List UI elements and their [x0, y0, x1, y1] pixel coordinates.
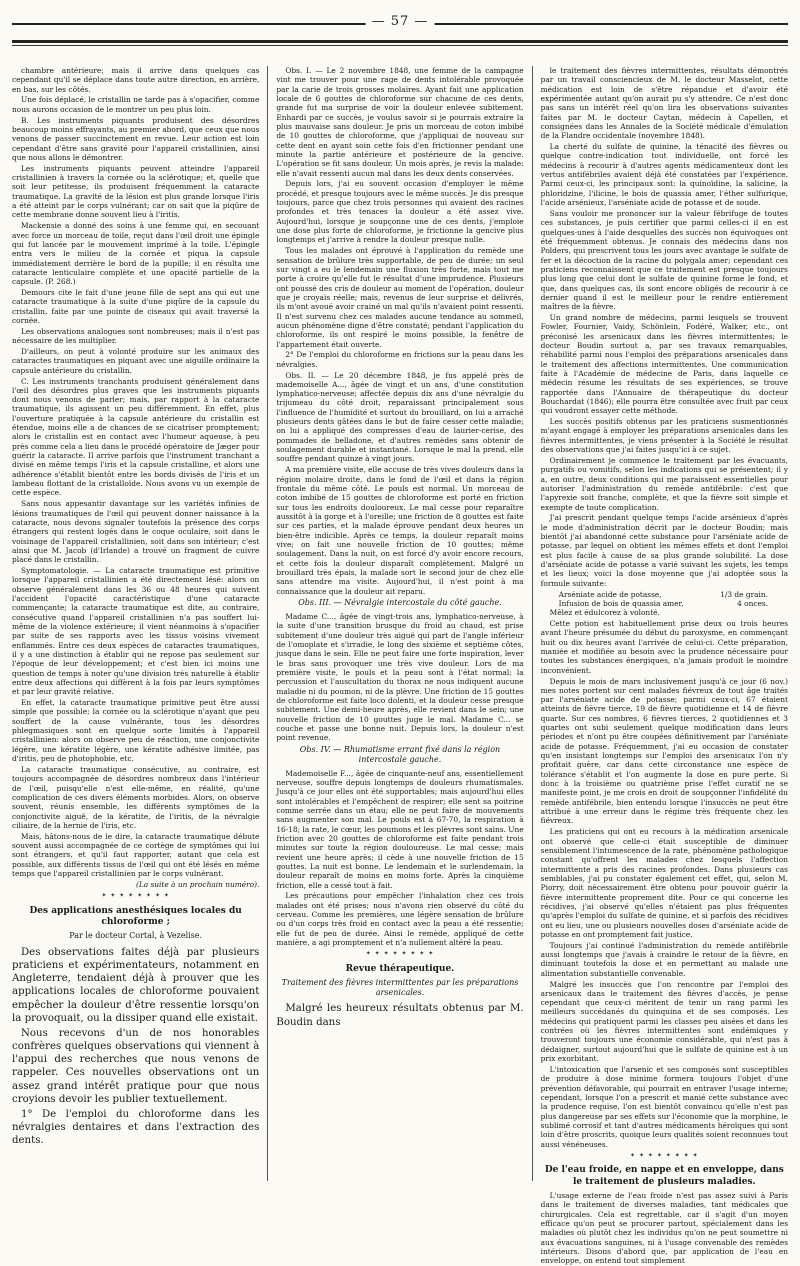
paragraph: Depuis le mois de mars inclusivement jusqu'à ce jour (6 nov.) mes notes portent sur cent malades fiévreux de tout âge traités par l'arséniate acide de potasse; parmi ceux-ci, 67 étaient atteints de fièvre tierce, 19 de fièvre quotidienne et 14 de fièvre quarte. Sur ces nombres, 6 fièvres tierces, 2 quotidiennes et 3 quartes ont subi seulement quelque modification dans leurs périodes et n'ont pu être coupées définitivement par l'arséniate acide de potasse. Fréquemment, j'ai eu occasion de constater qu'en insistant longtemps sur l'emploi des arsenicaux l'on n'y profitait guère, car dans cette circonstance une espèce de tolérance s'établit et l'on augmente la dose en pure perte. Si donc à la troisième ou quatrième prise l'effet curatif ne se manifeste point, je me crois en droit de soupçonner l'infidélité du remède antifébrile, bien entendu lorsque l'insuccès ne peut être attribué à une erreur dans le régime très fréquente chez les fiévreux.: [540, 676, 788, 826]
formula-ingredient: Infusion de bois de quassia amer,: [558, 598, 684, 608]
paragraph: Une fois déplacé, le cristallin ne tarde pas à s'opacifier, comme nous aurons occasion de le montrer un peu plus loin.: [12, 95, 260, 114]
column-middle: [267, 66, 523, 1181]
paragraph: Cette potion est habituellement prise deux ou trois heures avant l'heure présumée du début du paroxysme, en commençant huit ou dix heures avant l'arrivée de celui-ci. Cette préparation, maniée et modifiée au besoin avec la prudence nécessaire pour toutes les substances énergiques, n'a jamais produit le moindre inconvénient.: [540, 619, 788, 675]
page-number: — 57 —: [366, 14, 435, 29]
article-title: Revue thérapeutique.: [345, 963, 455, 974]
separator-ornament: ✦ ✦ ✦ ✦ ✦ ✦ ✦ ✦: [365, 950, 435, 958]
top-rule: [12, 40, 788, 43]
paragraph: Sans nous appesantir davantage sur les variétés infinies de lésions traumatiques de l'œil qui peuvent donner naissance à la cataracte, nous devons signaler toutefois la présence des corps étrangers qui restent logés dans le coque oculaire, soit dans le voisinage de l'appareil cristallinien, soit dans son intérieur; c'est ainsi que M. Jacob (d'Irlande) a trouvé un fragment de cuivre placé dans le cristallin.: [12, 499, 260, 565]
paragraph: A ma première visite, elle accuse de très vives douleurs dans la région molaire droite, dans le fond de l'œil et dans la région frontale du même côté. Le pouls est normal. Un morceau de coton imbibé de 15 gouttes de chloroforme est porté en friction sur tous les endroits douloureux. Le mal cesse pour reparaître aussitôt à la gorge et à l'oreille; une friction de 8 gouttes est faite sur ces parties, et la malade éprouve pendant deux heures un bien-être indicible. Après ce temps, la douleur reparaît moins vive; on fait une nouvelle friction de 10 gouttes; même soulagement. Dans la nuit, on est forcé d'y avoir encore recours, et cette fois la douleur disparaît complètement. Malgré un brouillard très épais, la malade sort le second jour de chez elle sans attendre ma visite. Aujourd'hui, il n'est point à ma connaissance que la douleur ait reparu.: [276, 465, 524, 596]
paragraph: Les précautions pour empêcher l'inhalation chez ces trois malades ont été prises; nous n'avons rien observé du côté du cerveau. Comme les premières, une légère sensation de brûlure ou d'un corps très froid en contact avec la peau a été ressentie; elle fut de peu de durée. Ainsi le remède, appliqué de cette manière, a agi promptement et n'a nullement altéré la peau.: [276, 891, 524, 948]
paragraph: le traitement des fièvres intermittentes, résultats démontrés par un travail consciencieux de M. le docteur Masselot, cette médication est loin de s'être répandue et d'avoir été expérimentée autant qu'on aurait pu s'y attendre. Ce n'est donc pas sans un intérêt réel qu'on lira les observations suivantes faites par M. le docteur Caytan, médecin à Capellen, et consignées dans les Annales de la Société médicale d'émulation de la Flandre occidentale (novembre 1848).: [540, 66, 788, 141]
paragraph: Des observations faites déjà par plusieurs praticiens et expérimentateurs, notamment en Angleterre, tendaient déjà à prouver que les applications locales de chloroforme pouvaient empêcher la douleur d'être ressentie lorsqu'on la provoquait, ou la dissiper quand elle existait.: [12, 946, 260, 1024]
top-rule-thin: [12, 45, 788, 46]
paragraph: En effet, la cataracte traumatique primitive peut être aussi simple que possible; la cornée ou la sclérotique n'ayant que peu souffert de la cause vulnérante, tous les désordres phlegmasiques sont en quelque sorte limités à l'appareil cristallinien: alors on observe peu de réaction, une conjonctivite légère, une kératite légère, une kératite adhésive limitée, pas d'iritis, peu de photophobie, etc.: [12, 698, 260, 764]
section-heading: Obs. III. — Névralgie intercostale du côté gauche.: [298, 597, 502, 607]
separator-ornament: ✦ ✦ ✦ ✦ ✦ ✦ ✦ ✦: [101, 892, 170, 900]
paragraph: Obs. II. — Le 20 décembre 1848, je fus appelé près de mademoiselle A..., âgée de vingt et un ans, d'une constitution lymphatico-nerveuse; affectée depuis dix ans d'une névralgie du trijumeau du côté droit, reparaissant principalement sous l'influence de l'humidité et surtout du brouillard, on lui a arraché plusieurs dents gâtées dans le but de faire cesser cette maladie; on lui a appliqué des compresses d'eau de laurier-cerise, des pommades de belladone, et d'autres remèdes sans obtenir de soulagement durable et instantané. Lorsque le mal la prend, elle souffre pendant quinze à vingt jours.: [276, 370, 524, 464]
paragraph: Depuis lors, j'ai eu souvent occasion d'employer le même procédé, et presque toujours avec le même succès. Je dis presque toujours, parce que chez trois personnes qui avaient des racines profondes et très tenaces la douleur a été assez vive. Aujourd'hui, lorsque je soupçonne une de ces dents, j'emploie une dose plus forte de chloroforme, je frictionne la gencive plus longtemps et j'arrive à rendre la douleur presque nulle.: [276, 179, 524, 245]
column-right: [532, 66, 788, 1266]
paragraph: L'intoxication que l'arsenic et ses composés sont susceptibles de produire à dose minime formera toujours l'objet d'une prévention défavorable, qui pourrait en entraver l'usage interne; cependant, lorsque l'on a prescrit et manié cette substance avec la prudence requise, l'on est bientôt convaincu qu'elle n'est pas plus dangereuse par ses effets sur l'économie que la morphine, le sublimé corrosif et tant d'autres médicaments héroïques qui sont loin d'être proscrits, quoique leurs qualités soient reconnues tout aussi vénéneuses.: [540, 1064, 788, 1149]
column-left: [12, 66, 259, 1181]
formula-line: [541, 590, 788, 599]
paragraph: Symptomatologie. — La cataracte traumatique est primitive lorsque l'appareil cristallinien a été directement lésé: alors on observe généralement dans les 36 ou 48 heures qui suivent l'accident l'opacité caractéristique d'une cataracte commençante; la cataracte traumatique est dite, au contraire, consécutive quand l'appareil cristallinien n'a pas souffert lui-même de la violence extérieure; il vient néanmoins à s'opacifier par suite de ses rapports avec les tissus voisins vivement enflammés. Entre ces deux espèces de cataractes traumatiques, il y a une distinction à établir qui ne repose pas seulement sur l'époque de leur développement; et c'est bien ici moins une question de temps à noter qu'une division très naturelle à établir entre deux affections qui diffèrent à la fois par leurs symptômes et par leur gravité relative.: [12, 566, 260, 697]
paragraph: Mademoiselle F..., âgée de cinquante-neuf ans, essentiellement nerveuse, souffre depuis longtemps de douleurs rhumatismales. Jusqu'à ce jour elles ont été supportables; mais aujourd'hui elles sont intolérables et l'empêchent de respirer; elle sent sa poitrine comme serrée dans un étau; elle ne peut faire de mouvements sans augmenter son mal. Le pouls est à 67-70, la respiration à 16-18; la rate, le cœur, les poumons et les plèvres sont sains. Une friction avec 20 gouttes de chloroforme est faite pendant trois minutes sur toute la région douloureuse. Le mal cesse; mais revient une heure après; il cède à une nouvelle friction de 15 gouttes. La nuit est bonne. Le lendemain et le surlendemain, la douleur reparaît de moins en moins forte. Après la cinquième friction, elle a cessé tout à fait.: [276, 768, 524, 890]
paragraph: Les succès positifs obtenus par les praticiens susmentionnés m'ayant engagé à employer les préparations arsenicales dans les fièvres intermittentes, je viens présenter à la Société le résultat des observations que j'ai faites jusqu'ici à ce sujet.: [540, 417, 788, 455]
formula-note: Mêlez et édulcorez à volonté.: [549, 608, 660, 618]
continuation-note: (La suite à un prochain numéro).: [135, 879, 260, 889]
article-title: De l'eau froide, en nappe et en enveloppe, dans le traitement de plusieurs maladies.: [544, 1165, 784, 1187]
paragraph: Les observations analogues sont nombreuses; mais il n'est pas nécessaire de les multiplier.: [12, 326, 260, 346]
text-columns: [12, 66, 788, 1266]
paragraph: Obs. I. — Le 2 novembre 1848, une femme de la campagne vint me trouver pour une rage de dents intolérable provoquée par la carie de trois grosses molaires. Ayant fait une application locale de 6 gouttes de chloroforme sur chacune de ces dents, grande fut ma surprise de voir la douleur enlevée subitement. Enhardi par ce succès, je voulus savoir si je pourrais extraire la plus mauvaise sans douleur. Je pris un morceau de coton imbibé de 10 gouttes de chloroforme, que j'appliquai de nouveau sur cette dent en ayant soin cette fois d'en frictionner pendant une minute la partie antérieure et postérieure de la gencive. L'opération se fit sans douleur. Un mois après, je revis la malade: elle n'avait ressenti aucun mal dans les deux dents conservées.: [276, 66, 524, 178]
separator-ornament: ✦ ✦ ✦ ✦ ✦ ✦ ✦ ✦: [630, 1151, 699, 1159]
formula-dose: 4 onces.: [737, 598, 768, 608]
paragraph: L'usage externe de l'eau froide n'est pas assez suivi à Paris dans le traitement de diverses maladies, tant médicales que chirurgicales. Cela est regrettable, car il s'agit d'un moyen efficace qu'on peut se procurer partout, spécialement dans les maladies où plutôt chez les individus qu'on ne peut soumettre ni aux évacuations sanguines, ni à l'usage convenable des remèdes intérieurs. Disons d'abord que, par application de l'eau en enveloppe, on entend tout simplement: [540, 1191, 788, 1266]
paragraph: C. Les instruments tranchants produisent généralement dans l'œil des désordres plus graves que les instruments piquants dont nous venons de parler; mais, par rapport à la cataracte traumatique, ils agissent un peu différemment. En effet, plus l'ouverture pratiquée à la capsule antérieure du cristallin est étendue, moins elle a de chances de se cicatriser promptement; alors le cristallin est en contact avec l'humeur aqueuse, à peu près comme cela a lieu dans le procédé opératoire de Jæger pour guérir la cataracte. Il arrive parfois que l'instrument tranchant a divisé en même temps l'iris et la capsule cristalline, et alors une adhérence s'établit bientôt entre les bords divisés de l'iris et un lambeau flottant de la cristalloïde. Nous avons vu un exemple de cette espèce.: [12, 376, 260, 498]
paragraph: Ordinairement je commence le traitement par les évacuants, purgatifs ou vomitifs, selon les indications qui se présentent; il y a, en outre, deux conditions qui me paraissent essentielles pour autoriser l'administration du remède antifébrile: c'est que l'apyrexie soit franche, complète, et que la fièvre soit simple et exempte de toute complication.: [540, 455, 788, 512]
paragraph: La cataracte traumatique consécutive, au contraire, est toujours accompagnée de désordres nombreux dans l'intérieur de l'œil, puisqu'elle n'est elle-même, en réalité, qu'une complication de ces divers éléments morbides. Alors, on observe souvent, réunis ensemble, les différents symptômes de la conjonctivite aiguë, de la kératite, de l'iritis, de la névralgie ciliaire, de la hernie de l'iris, etc.: [12, 764, 260, 830]
paragraph: chambre antérieure; mais il arrive dans quelques cas cependant qu'il se déplace dans toute autre direction, en arrière, en bas, sur les côtés.: [12, 66, 260, 94]
paragraph: B. Les instruments piquants produisent des désordres beaucoup moins effrayants, au premier abord, que ceux que nous venons de passer succinctement en revue. Leur action est loin cependant d'être sans gravité pour l'appareil cristallinien, ainsi que nous allons le démontrer.: [12, 115, 260, 162]
paragraph: Nous recevons d'un de nos honorables confrères quelques observations qui viennent à l'appui des recherches que nous venons de rappeler. Ces nouvelles observations ont un assez grand intérêt pratique pour que nous croyions devoir les publier textuellement.: [12, 1027, 260, 1105]
paragraph: Un grand nombre de médecins, parmi lesquels se trouvent Fowler, Fournier, Vaidy, Schönlein, Fodéré, Walker, etc., ont préconisé les arsenicaux dans les fièvres intermittentes; le docteur Boudin surtout a, par ses travaux remarquables, réhabilité parmi nous l'emploi des préparations arsenicales dans le traitement des affections intermittentes. Une communication faite à l'Académie de médecine de Paris, dans laquelle ce médecin résume les résultats de ses expériences, se trouve rapportée dans l'Annuaire de thérapeutique du docteur Bouchardat (1846); elle pourra être consultée avec fruit par ceux qui voudront essayer cette méthode.: [540, 313, 788, 416]
paragraph: 1° De l'emploi du chloroforme dans les névralgies dentaires et dans l'extraction des dents.: [12, 1108, 260, 1146]
paragraph: Madame C..., âgée de vingt-trois ans, lymphatico-nerveuse, à la suite d'une transition brusque du froid au chaud, est prise subitement d'une douleur très aiguë qui part de l'angle inférieur de l'omoplate et s'irradie, le long des sixième et septième côtes, jusque dans le sein. Elle ne peut faire une forte inspiration, lever le bras sans provoquer une très vive douleur. Lors de ma première visite, le pouls et la peau sont à l'état normal; la percussion et l'auscultation du thorax ne nous indiquent aucune maladie ni du poumon, ni de la plèvre. Une friction de 15 gouttes de chloroforme est faite loco dolenti, et la douleur cesse presque subitement. Une demi-heure après, elle revient dans le sein; une nouvelle friction de 10 gouttes juge le mal. Madame C... se couche et passe une bonne nuit. Depuis lors, la douleur n'est point revenue.: [276, 611, 524, 743]
paragraph: Malgré les heureux résultats obtenus par M. Boudin dans: [276, 1003, 524, 1028]
paragraph: Mackensie a donné des soins à une femme qui, en secouant avec force un morceau de toile, reçut dans l'œil droit une épingle qui fut lancée par le mouvement imprimé à la toile. L'épingle entra vers le milieu de la cornée et piqua la capsule immédiatement derrière le bord de la pupille; il en résulta une cataracte lenticulaire complète et une opacité partielle de la capsule. (P. 268.): [12, 221, 260, 287]
article-byline: Par le docteur Cortal, à Vezelise.: [69, 931, 203, 941]
paragraph: D'ailleurs, on peut à volonté produire sur les animaux des cataractes traumatiques en piquant avec une aiguille ordinaire la capsule antérieure du cristallin.: [12, 347, 260, 375]
formula-line: [541, 599, 788, 608]
paragraph: Mais, hâtons-nous de le dire, la cataracte traumatique débute souvent aussi accompagnée de ce cortège de symptômes qui lui sont étrangers, et qu'il faut rapporter, autant que cela est possible, aux différents tissus de l'œil qui ont été lésés en même temps que l'appareil cristallinien par le corps vulnérant.: [12, 831, 260, 879]
paragraph: Tous les malades ont éprouvé à l'application du remède une sensation de brûlure très supportable, de peu de durée; un seul sur vingt a eu le lendemain une fluxion très forte, mais tout me porte à croire qu'elle fut le résultat d'une imprudence. Plusieurs ont poussé des cris de douleur au moment de l'opération, douleur que je croyais réelle; mais, revenus de leur surprise et délivrés, ils m'ont avoué avoir crainé un mal qu'ils n'avaient point ressenti. Il n'est survenu chez ces malades aucune tendance au sommeil, aucun phénomène digne d'être constaté; pendant l'application du chloroforme, ils ont respiré le moins possible, la fenêtre de l'appartement était ouverte.: [276, 246, 524, 349]
paragraph: 2° De l'emploi du chloroforme en frictions sur la peau dans les névralgies.: [276, 350, 524, 369]
paragraph: Les instruments piquants peuvent atteindre l'appareil cristallinien à travers la cornée ou la sclérotique; et, quelle que soit leur petitesse, ils produisent fréquemment la cataracte traumatique. La gravité de la lésion est plus grande lorsque l'iris a été atteint par le corps vulnérant; car on sait que la piqûre de cette membrane donne souvent lieu à l'iritis.: [12, 163, 260, 220]
paragraph: J'ai prescrit pendant quelque temps l'acide arsénieux d'après le mode d'administration décrit par le docteur Boudin; mais bientôt j'ai abandonné cette substance pour l'arséniate acide de potasse, par lequel on obtient les mêmes effets et dont l'emploi est plus facile à cause de sa plus grande solubilité. La dose d'arséniate acide de potasse a varié suivant les sujets, les temps et les lieux; voici la dose moyenne que j'ai adoptée sous la formule suivante:: [540, 513, 788, 588]
paragraph: Sans vouloir me prononcer sur la valeur fébrifuge de toutes ces substances, je puis certifier que parmi celles-ci il en est quelques-unes à l'aide desquelles des succès non équivoques ont été fréquemment obtenus. Je connais des médecins dans nos Polders, qui prescrivent tous les jours avec avantage le sulfate de fer et la décoction de la racine du polygala amer; cependant ces praticiens reconnaissent que ce traitement est presque toujours plus long que celui dont le sulfate de quinine forme le fond, et que, dans quelques cas, ils sont encore obligés de recourir à ce dernier quand il est le meilleur pour le rendre entièrement maîtres de la fièvre.: [540, 208, 788, 312]
section-heading: Obs. IV. — Rhumatisme errant fixé dans la région intercostale gauche.: [299, 744, 501, 764]
article-title: Des applications anesthésiques locales du chloroforme ;: [29, 905, 242, 928]
paragraph: Malgré les insuccès que l'on rencontre par l'emploi des arsenicaux dans le traitement des fièvres d'accès, je pense cependant que ceux-ci méritent de tenir un rang parmi les meilleurs succédanés du quinquina et de ses composés. Les médecins qui pratiquent parmi les classes peu aisées et dans les contrées où les fièvres intermittentes sont endémiques y trouveront toujours une économie considérable, qui n'est pas à dédaigner, surtout aujourd'hui que le sulfate de quinine est à un prix exorbitant.: [540, 979, 788, 1064]
paragraph: Les praticiens qui ont eu recours à la médication arsenicale ont observé que celle-ci était susceptible de diminuer sensiblement l'intumescence de la rate, phénomène pathologique constant qu'offrent les malades chez lesquels l'affection intermittente a pris des racines profondes. Dans plusieurs cas semblables, j'ai pu constater également cet effet, qui, selon M. Piorry, doit nécessairement être obtenu pour pouvoir guérir la fièvre intermittente proprement dite. Pour ce qui concerne les récidives, j'ai observé qu'elles n'étaient pas plus fréquentes qu'après l'emploi du sulfate de quinine, et si parfois des récidives ont eu lieu, une ou plusieurs nouvelles doses d'arséniate acide de potasse en ont promptement fait justice.: [540, 827, 788, 939]
page-header: [12, 14, 788, 36]
paragraph: Demours cite le fait d'une jeune fille de sept ans qui eut une cataracte traumatique à la suite d'une piqûre de la capsule du cristallin, faite par une pointe de ciseaux qui avait traversé la cornée.: [12, 288, 260, 326]
paragraph: Toujours j'ai continué l'administration du remède antifébrile aussi longtemps que j'avais à craindre le retour de la fièvre, en diminuant toutefois la dose et en permettant au malade une alimentation substantielle convenable.: [540, 940, 788, 978]
article-subtitle: Traitement des fièvres intermittentes par les préparations arsenicales.: [281, 978, 519, 998]
formula-ingredient: Arséniate acide de potasse,: [558, 589, 662, 599]
formula-dose: 1/3 de grain.: [720, 589, 768, 599]
paragraph: La cherté du sulfate de quinine, la ténacité des fièvres ou quelque contre-indication tout individuelle, ont forcé les médecins à recourir à d'autres agents médicamenteux dont les vertus antifébriles avaient déjà été constatées par l'expérience. Parmi ceux-ci, les principaux sont: la quinoïdine, la salicine, la phloridzine, l'ilicine, le bois de quassia amer, l'éther sulfurique, l'acide arsénieux, l'arséniate acide de potasse et de soude.: [540, 142, 788, 208]
